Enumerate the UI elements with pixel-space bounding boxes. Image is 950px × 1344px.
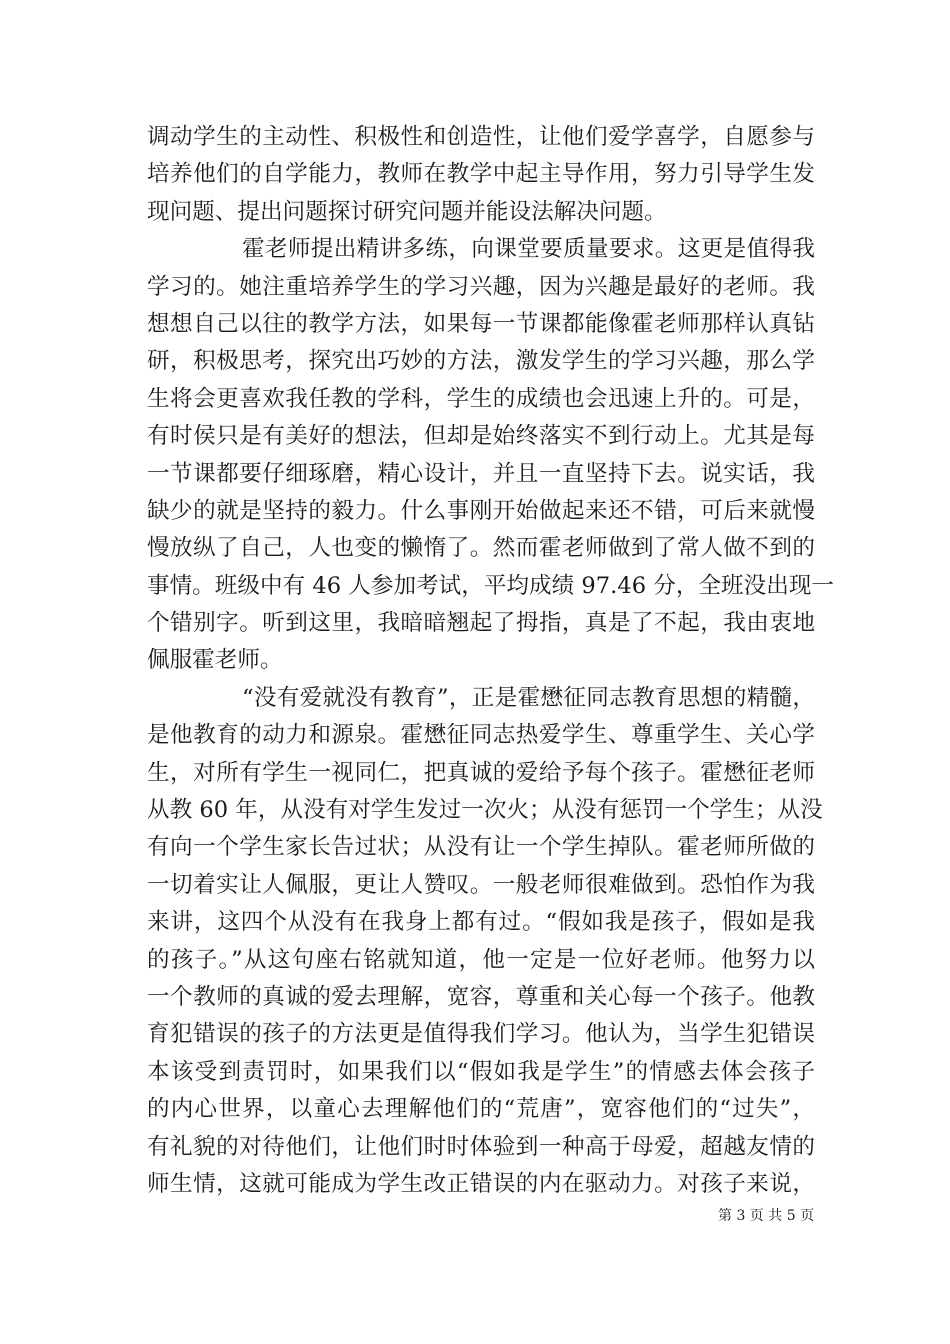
text-line: 一节课都要仔细琢磨，精心设计，并且一直坚持下去。说实话，我 — [147, 460, 815, 487]
text-line: 生，对所有学生一视同仁，把真诚的爱给予每个孩子。霍懋征老师 — [147, 759, 815, 786]
text-line: 现问题、提出问题探讨研究问题并能设法解决问题。 — [147, 198, 667, 225]
text-line: 一个教师的真诚的爱去理解，宽容，尊重和关心每一个孩子。他教 — [147, 983, 815, 1010]
text-line: 个错别字。听到这里，我暗暗翘起了拇指，真是了不起，我由衷地 — [147, 610, 815, 637]
text-line: 是他教育的动力和源泉。霍懋征同志热爱学生、尊重学生、关心学 — [147, 722, 815, 749]
text-line: 有向一个学生家长告过状；从没有让一个学生掉队。霍老师所做的 — [147, 834, 815, 861]
text-line: 霍老师提出精讲多练，向课堂要质量要求。这更是值得我 — [242, 236, 815, 263]
text-line: 学习的。她注重培养学生的学习兴趣，因为兴趣是最好的老师。我 — [147, 273, 815, 300]
text-line: 的孩子。”从这句座右铭就知道，他一定是一位好老师。他努力以 — [147, 946, 815, 973]
text-line: 有时侯只是有美好的想法，但却是始终落实不到行动上。尤其是每 — [147, 423, 815, 450]
text-line: 培养他们的自学能力，教师在教学中起主导作用，努力引导学生发 — [147, 161, 815, 188]
text-line: 佩服霍老师。 — [147, 647, 283, 674]
text-line: 慢放纵了自己，人也变的懒惰了。然而霍老师做到了常人做不到的 — [147, 535, 815, 562]
text-line: 从教 60 年，从没有对学生发过一次火；从没有惩罚一个学生；从没 — [147, 797, 823, 824]
text-line: 想想自己以往的教学方法，如果每一节课都能像霍老师那样认真钻 — [147, 310, 815, 337]
text-line: 一切着实让人佩服，更让人赞叹。一般老师很难做到。恐怕作为我 — [147, 871, 815, 898]
text-line: 本该受到责罚时，如果我们以“假如我是学生”的情感去体会孩子 — [147, 1058, 815, 1085]
text-line: 生将会更喜欢我任教的学科，学生的成绩也会迅速上升的。可是， — [147, 385, 815, 412]
body-text — [147, 119, 835, 1203]
text-line: 缺少的就是坚持的毅力。什么事刚开始做起来还不错，可后来就慢 — [147, 497, 815, 524]
text-line: 的内心世界，以童心去理解他们的“荒唐”，宽容他们的“过失”， — [147, 1096, 815, 1123]
text-line: 育犯错误的孩子的方法更是值得我们学习。他认为，当学生犯错误 — [147, 1021, 815, 1048]
text-line: 有礼貌的对待他们，让他们时时体验到一种高于母爱，超越友情的 — [147, 1133, 815, 1160]
text-line: 研，积极思考，探究出巧妙的方法，激发学生的学习兴趣，那么学 — [147, 348, 815, 375]
text-line: 来讲，这四个从没有在我身上都有过。“假如我是孩子，假如是我 — [147, 909, 815, 936]
text-line: 事情。班级中有 46 人参加考试，平均成绩 97.46 分，全班没出现一 — [147, 572, 835, 599]
text-line: “没有爱就没有教育”，正是霍懋征同志教育思想的精髓， — [242, 684, 815, 711]
text-line: 调动学生的主动性、积极性和创造性，让他们爱学喜学，自愿参与 — [147, 124, 815, 150]
text-line: 师生情，这就可能成为学生改正错误的内在驱动力。对孩子来说， — [147, 1170, 815, 1197]
page-number-footer: 第 3 页 共 5 页 — [718, 1208, 815, 1224]
